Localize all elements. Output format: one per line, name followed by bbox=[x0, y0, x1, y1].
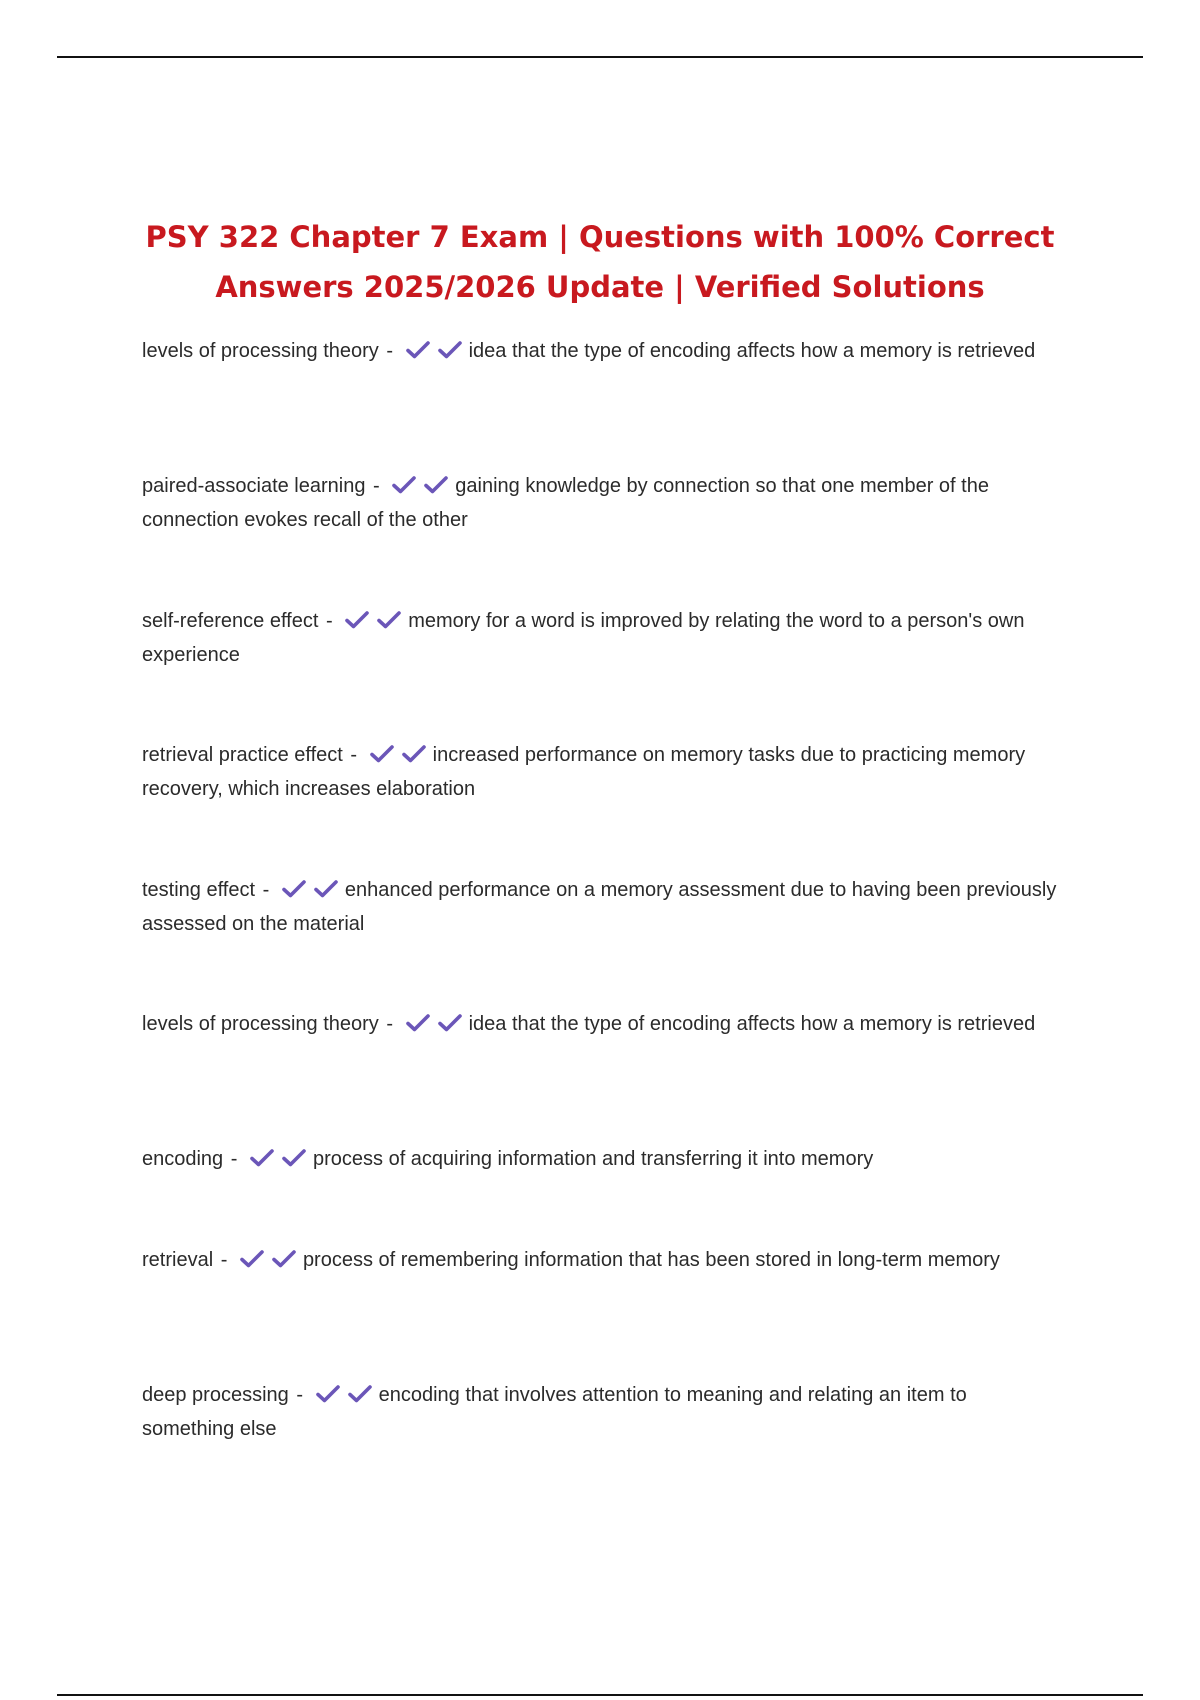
checkmark-icon bbox=[315, 1384, 341, 1404]
checkmark-icon bbox=[437, 340, 463, 360]
checkmark-icon bbox=[405, 1013, 431, 1033]
entry bbox=[142, 1007, 1062, 1041]
entry-definition: enhanced performance on a memory assessment due to having been previously assessed on the material bbox=[142, 879, 1057, 935]
checkmark-icon bbox=[249, 1148, 275, 1168]
checkmark-icon bbox=[369, 744, 395, 764]
entry bbox=[142, 1142, 1062, 1176]
entry bbox=[142, 334, 1062, 368]
checkmark-icon bbox=[405, 340, 431, 360]
entry-definition: memory for a word is improved by relating the word to a person's own experience bbox=[142, 610, 1025, 666]
entry-definition: process of acquiring information and transferring it into memory bbox=[312, 1148, 874, 1170]
entry-definition: process of remembering information that has been stored in long-term memory bbox=[302, 1249, 1000, 1271]
entry bbox=[142, 1243, 1062, 1277]
checkmark-icon bbox=[347, 1384, 373, 1404]
entry-definition: idea that the type of encoding affects how a memory is retrieved bbox=[468, 1013, 1036, 1035]
entry bbox=[142, 738, 1062, 806]
entry-definition: encoding that involves attention to meaning and relating an item to something else bbox=[142, 1384, 967, 1440]
checkmark-icon bbox=[401, 744, 427, 764]
checkmark-icon bbox=[239, 1249, 265, 1269]
entry-term: levels of processing theory bbox=[142, 1013, 379, 1035]
entry-separator: - bbox=[325, 610, 333, 632]
entry-definition: gaining knowledge by connection so that one member of the connection evokes recall of the other bbox=[142, 475, 989, 531]
entry-separator: - bbox=[296, 1384, 304, 1406]
entry-term: retrieval practice effect bbox=[142, 744, 343, 766]
entry-separator: - bbox=[350, 744, 358, 766]
checkmark-icon bbox=[271, 1249, 297, 1269]
entry-separator: - bbox=[220, 1249, 228, 1271]
entry bbox=[142, 873, 1062, 941]
checkmark-icon bbox=[281, 1148, 307, 1168]
entry-term: deep processing bbox=[142, 1384, 289, 1406]
entry-term: encoding bbox=[142, 1148, 224, 1170]
checkmark-icon bbox=[313, 879, 339, 899]
checkmark-icon bbox=[391, 475, 417, 495]
entry-term: retrieval bbox=[142, 1249, 214, 1271]
entry-separator: - bbox=[262, 879, 270, 901]
entry-definition: increased performance on memory tasks due to practicing memory recovery, which increases elaboration bbox=[142, 744, 1026, 800]
entry-definition: idea that the type of encoding affects how a memory is retrieved bbox=[468, 340, 1036, 362]
entry-separator: - bbox=[230, 1148, 238, 1170]
checkmark-icon bbox=[344, 610, 370, 630]
entry-term: levels of processing theory bbox=[142, 340, 379, 362]
entry-separator: - bbox=[386, 1013, 394, 1035]
entry-separator: - bbox=[386, 340, 394, 362]
checkmark-icon bbox=[281, 879, 307, 899]
entry-term: self-reference effect bbox=[142, 610, 319, 632]
checkmark-icon bbox=[376, 610, 402, 630]
entry-term: testing effect bbox=[142, 879, 256, 901]
entry bbox=[142, 1378, 1062, 1446]
checkmark-icon bbox=[437, 1013, 463, 1033]
entry bbox=[142, 604, 1062, 672]
checkmark-icon bbox=[423, 475, 449, 495]
entry-term: paired-associate learning bbox=[142, 475, 366, 497]
document-title: PSY 322 Chapter 7 Exam | Questions with 100% Correct Answers 2025/2026 Update | Verified Solutions bbox=[145, 220, 1055, 304]
entry bbox=[142, 469, 1062, 537]
bottom-rule bbox=[57, 1694, 1143, 1696]
entry-separator: - bbox=[373, 475, 380, 497]
